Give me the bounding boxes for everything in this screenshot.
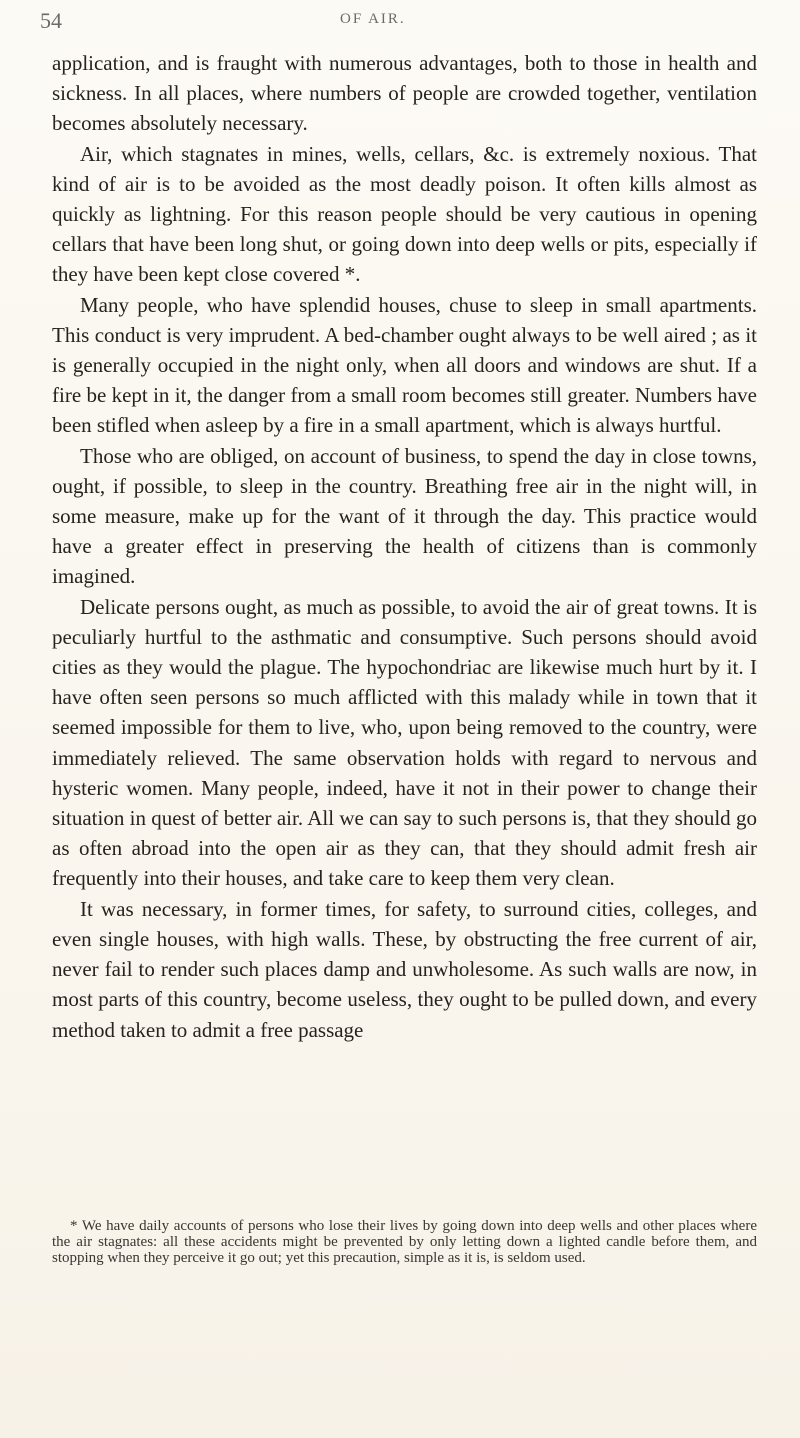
paragraph-continuation: application, and is fraught with numerous advantages, both to those in health and sickness. In all places, where numbers of people are crowded together, ventilation becomes absolutely necessary. <box>52 51 757 136</box>
paragraph-delicate-persons: Delicate persons ought, as much as possible, to avoid the air of great towns. It is peculiarly hurtful to the asthmatic and consumptive. Such persons should avoid cities as they would the plague. The hypochondriac are likewise much hurt by it. I have often seen persons so much afflicted with this malady while in town that it seemed impossible for them to live, who, upon being removed to the country, were immediately relieved. The same observation holds with regard to nervous and hysteric women. Many people, indeed, have it not in their power to change their situation in quest of better air. All we can say to such persons is, that they should go as often abroad into the open air as they can, that they should admit fresh air frequently into their houses, and take care to keep them very clean. <box>52 594 757 891</box>
paragraph-bed-chambers: Many people, who have splendid houses, chuse to sleep in small apartments. This conduct is very imprudent. A bed-chamber ought always to be well aired ; as it is generally occupied in the night only, when all doors and windows are shut. If a fire be kept in it, the danger from a small room becomes still greater. Numbers have been stifled when asleep by a fire in a small apartment, which is always hurtful. <box>52 292 757 438</box>
page-header <box>40 8 760 38</box>
paragraph-high-walls: It was necessary, in former times, for safety, to surround cities, colleges, and even single houses, with high walls. These, by obstructing the free current of air, never fail to render such places damp and unwholesome. As such walls are now, in most parts of this country, become useless, they ought to be pulled down, and every method taken to admit a free passage <box>52 896 757 1042</box>
body-text <box>52 48 757 1045</box>
paragraph-close-towns: Those who are obliged, on account of business, to spend the day in close towns, ought, if possible, to sleep in the country. Breathing free air in the night will, in some measure, make up for the want of it through the day. This practice would have a greater effect in preserving the health of citizens than is commonly imagined. <box>52 443 757 589</box>
paragraph-stagnant-air: Air, which stagnates in mines, wells, cellars, &c. is extremely noxious. That kind of air is to be avoided as the most deadly poison. It often kills almost as quickly as lightning. For this reason people should be very cautious in opening cellars that have been long shut, or going down into deep wells or pits, especially if they have been kept close covered *. <box>52 141 757 287</box>
running-head: OF AIR. <box>340 11 406 27</box>
page-number: 54 <box>40 8 62 33</box>
footnote <box>52 1218 757 1266</box>
footnote-text: * We have daily accounts of persons who lose their lives by going down into deep wells and other places where the air stagnates: all these accidents might be prevented by only letting down a lighted candle before them, and stopping when they perceive it go out; yet this precaution, simple as it is, is seldom used. <box>52 1218 757 1266</box>
